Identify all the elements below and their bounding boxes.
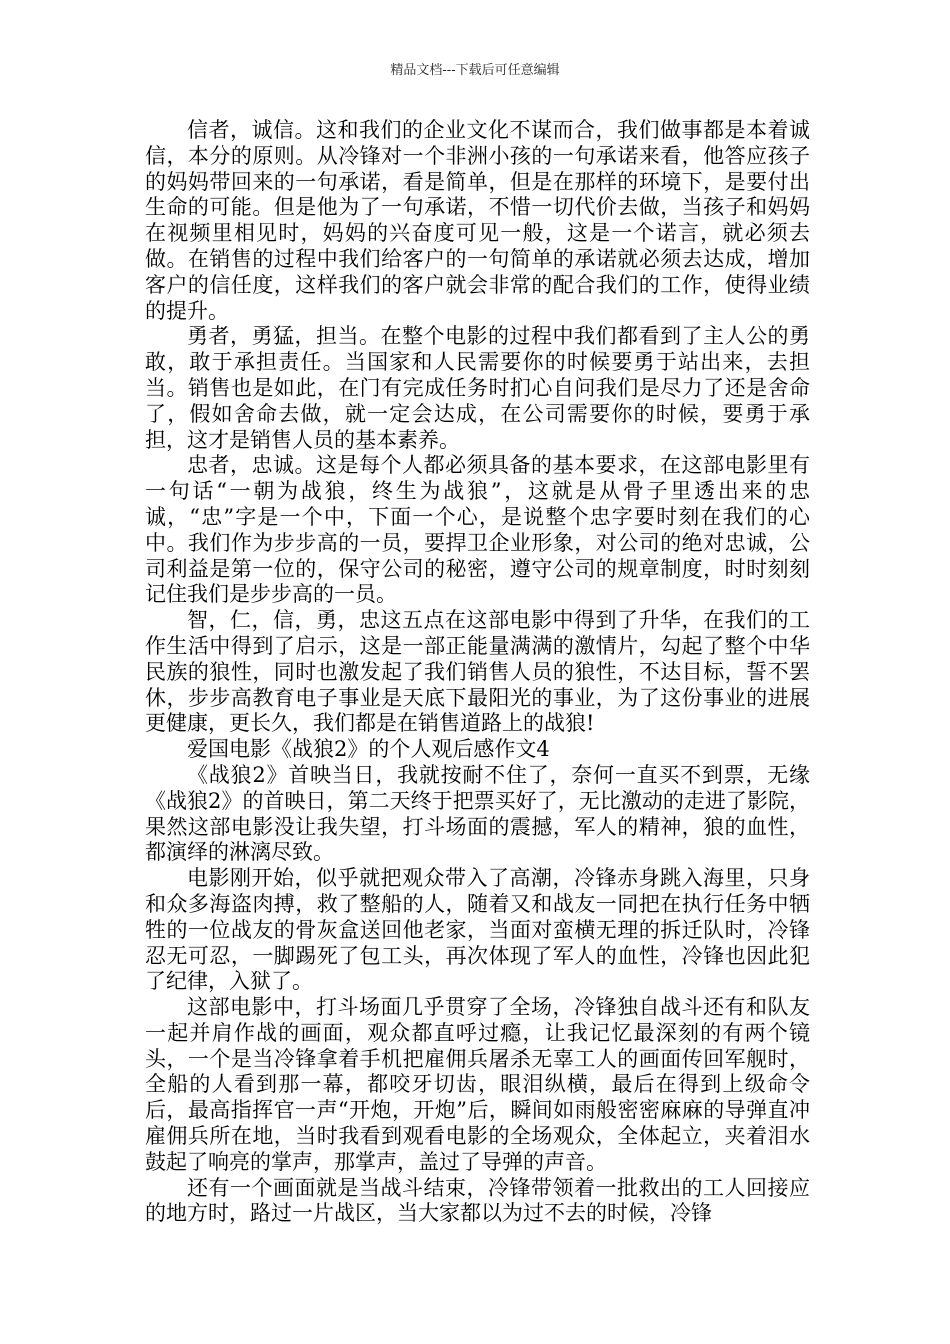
paragraph-premiere: 《战狼2》首映当日，我就按耐不住了，奈何一直买不到票，无缘《战狼2》的首映日，第二天终于把票买好了，无比激动的走进了影院，果然这部电影没让我失望，打斗场面的震撼，军人的精神，狼的血性，都演绎的淋漓尽致。 [145, 762, 810, 865]
document-body [145, 118, 810, 1227]
paragraph-loyalty: 忠者，忠诚。这是每个人都必须具备的基本要求，在这部电影里有一句话“一朝为战狼，终生为战狼”，这就是从骨子里透出来的忠诚，“忠”字是一个中，下面一个心，是说整个忠字要时刻在我们的心中。我们作为步步高的一员，要捍卫企业形象，对公司的绝对忠诚，公司利益是第一位的，保守公司的秘密，遵守公司的规章制度，时时刻刻记住我们是步步高的一员。 [145, 453, 810, 607]
paragraph-summary: 智，仁，信，勇，忠这五点在这部电影中得到了升华，在我们的工作生活中得到了启示，这是一部正能量满满的激情片，勾起了整个中华民族的狼性，同时也激发起了我们销售人员的狼性，不达目标，誓不罢休，步步高教育电子事业是天底下最阳光的事业，为了这份事业的进展更健康，更长久，我们都是在销售道路上的战狼! [145, 608, 810, 736]
paragraph-ending: 还有一个画面就是当战斗结束，冷锋带领着一批救出的工人回接应的地方时，路过一片战区，当大家都以为过不去的时候，冷锋 [145, 1175, 810, 1226]
paragraph-opening: 电影刚开始，似乎就把观众带入了高潮，冷锋赤身跳入海里，只身和众多海盗肉搏，救了整船的人，随着又和战友一同把在执行任务中牺牲的一位战友的骨灰盒送回他老家，当面对蛮横无理的拆迁队时，冷锋忍无可忍，一脚踢死了包工头，再次体现了军人的血性，冷锋也因此犯了纪律，入狱了。 [145, 866, 810, 994]
paragraph-battle-scenes: 这部电影中，打斗场面几乎贯穿了全场，冷锋独自战斗还有和队友一起并肩作战的画面，观众都直呼过瘾，让我记忆最深刻的有两个镜头，一个是当冷锋拿着手机把雇佣兵屠杀无辜工人的画面传回军舰时，全船的人看到那一幕，都咬牙切齿，眼泪纵横，最后在得到上级命令后，最高指挥官一声“开炮，开炮”后，瞬间如雨般密密麻麻的导弹直冲雇佣兵所在地，当时我看到观看电影的全场观众，全体起立，夹着泪水鼓起了响亮的掌声，那掌声，盖过了导弹的声音。 [145, 995, 810, 1174]
paragraph-courage: 勇者，勇猛，担当。在整个电影的过程中我们都看到了主人公的勇敢，敢于承担责任。当国家和人民需要你的时候要勇于站出来，去担当。销售也是如此，在门有完成任务时扪心自问我们是尽力了还是舍命了，假如舍命去做，就一定会达成，在公司需要你的时候，要勇于承担，这才是销售人员的基本素养。 [145, 324, 810, 452]
page-header: 精品文档---下载后可任意编辑 [390, 63, 560, 78]
section-heading: 爱国电影《战狼2》的个人观后感作文4 [187, 737, 550, 762]
paragraph-integrity: 信者，诚信。这和我们的企业文化不谋而合，我们做事都是本着诚信，本分的原则。从冷锋对一个非洲小孩的一句承诺来看，他答应孩子的妈妈带回来的一句承诺，看是简单，但是在那样的环境下，是要付出生命的可能。但是他为了一句承诺，不惜一切代价去做，当孩子和妈妈在视频里相见时，妈妈的兴奋度可见一般，这是一个诺言，就必须去做。在销售的过程中我们给客户的一句简单的承诺就必须去达成，增加客户的信任度，这样我们的客户就会非常的配合我们的工作，使得业绩的提升。 [145, 118, 810, 323]
